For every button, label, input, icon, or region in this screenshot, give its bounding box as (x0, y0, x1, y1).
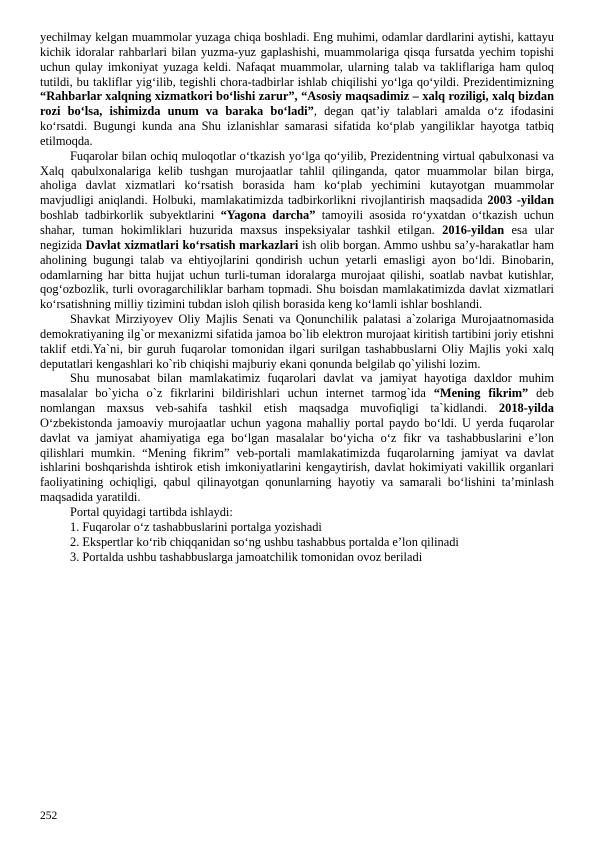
paragraph (40, 312, 554, 371)
text-run: yechilmay kelgan muammolar yuzaga chiqa boshladi. Eng muhimi, odamlar dardlarini aytishi, kattayu kichik idoralar rahbarlari bilan yuzma-yuz gaplashishi, muammolariga qisqa fursatda yechim topishi uchun qulay imkoniyat yuzaga keldi. Nafaqat muammolar, ularning talab va takliflariga ham quloq tutildi, bu takliflar yig‘ilib, tegishli chora-tadbirlar ishlab chiqilishi yo‘lga qo‘yildi. Prezidentimizning (40, 30, 554, 89)
bold-text: 2003 -yildan (487, 193, 554, 208)
text-run: esa ular negizida (40, 222, 554, 252)
text-run: 1. Fuqarolar o‘z tashabbuslarini portalga yozishadi (70, 519, 322, 534)
paragraph (40, 505, 554, 520)
text-run: 2. Ekspertlar ko‘rib chiqqanidan so‘ng ushbu tashabbus portalda e’lon qilinadi (70, 534, 459, 549)
page-number: 252 (40, 810, 58, 822)
text-run: Fuqarolar bilan ochiq muloqotlar o‘tkazish yo‘lga qo‘yilib, Prezidentning virtual qabulxonasi va Xalq qabulxonalariga kelib tushgan murojaatlar tahlil qilinganda, qator muammolar bilan birga, aholiga davlat xizmatlari ko‘rsatish borasida ham ko‘plab yechimini kutayotgan muammolar mavjudligi aniqlandi. Holbuki, mamlakatimizda tadbirkorlikni rivojlantirish maqsadida (40, 148, 554, 208)
text-run: O‘zbekistonda jamoaviy murojaatlar uchun yagona mahalliy portal paydo bo‘ldi. U yerda fuqarolar davlat va jamiyat ahamiyatiga ega bo‘lgan masalalar bo‘yicha o‘z fikr va tashabbuslarini e’lon qilishlari mumkin. “Mening fikrim” veb-portali mamlakatimizda fuqarolarning jamiyat va davlat ishlarini boshqarishda ishtirok etish imkoniyatlarini kengaytirish, davlat hokimiyati vakillik organlari faoliyatining ochiqligi, qabul qilinayotgan qonunlarning hayotiy va samarali bo‘lishini ta’minlash maqsadida yaratildi. (40, 415, 554, 505)
paragraph (40, 30, 554, 149)
paragraph (40, 149, 554, 312)
bold-text: Davlat xizmatlari ko‘rsatish markazlari (85, 237, 299, 252)
text-run: Shu munosabat bilan mamlakatimiz fuqarolari davlat va jamiyat hayotiga daxldor muhim masalalar bo`yicha o`z fikrlarini bildirishlari uchun internet tarmog`ida (40, 371, 554, 401)
text-run: 3. Portalda ushbu tashabbuslarga jamoatchilik tomonidan ovoz beriladi (70, 549, 423, 564)
page-body (40, 30, 554, 564)
text-run: tamoyili asosida ro‘yxatdan o‘tkazish uchun shahar, tuman hokimliklari huzurida maxsus inspeksiyalar tashkil etilgan. (40, 208, 554, 237)
text-run: ish olib borgan. Ammo ushbu sa’y-harakatlar ham aholining bugungi talab va ehtiyojlarini qondirish uchun yetarli emasligi ayon bo‘ldi. Binobarin, odamlarning har bitta hujjat uchun turli-tuman idoralarga murojaat qilishi, soatlab navbat kutishlar, qog‘ozbozlik, turli ovoragarchiliklar barham topmadi. Shu boisdan mamlakatimizda davlat xizmatlari ko‘rsatishning milliy tizimini tubdan isloh qilish borasida keng ko‘lamli ishlar boshlandi. (40, 237, 554, 312)
bold-text: 2016-yildan (442, 222, 505, 237)
bold-text: “Rahbarlar xalqning xizmatkori bo‘lishi zarur”, “Asosiy maqsadimiz – xalq roziligi, xalq bizdan rozi bo‘lsa, ishimizda unum va baraka bo‘ladi” (40, 89, 554, 119)
text-run: Shavkat Mirziyoyev Oliy Majlis Senati va Qonunchilik palatasi a`zolariga Murojaatnomasida demokratiyaning ilg`or mexanizmi sifatida jamoa bo`lib elektron murojaat kiritish tartibini joriy etishni taklif etdi.Ya`ni, bir guruh fuqarolar tomonidan ilgari surilgan tashabbuslarni Oliy Majlis yoki xalq deputatlari kengashlari ko`rib chiqishi majburiy ekani qonunda belgilab qo`yilishi lozim. (40, 312, 554, 371)
paragraph (40, 535, 554, 550)
text-run: boshlab tadbirkorlik subyektlarini (40, 208, 221, 223)
paragraph (40, 371, 554, 505)
text-run: Portal quyidagi tartibda ishlaydi: (70, 505, 233, 519)
text-run: deb nomlangan maxsus veb-sahifa tashkil etish maqsadga muvofiqligi ta`kidlandi. (40, 386, 554, 416)
bold-text: “Yagona darcha” (220, 208, 316, 223)
bold-text: “Mening fikrim” (433, 386, 529, 401)
bold-text: 2018-yilda (498, 401, 554, 416)
paragraph (40, 520, 554, 535)
text-run: , degan qat’iy talablari amalda o‘z ifodasini ko‘rsatdi. Bugungi kunda ana Shu izlanishlar samarasi sifatida ko‘plab yangiliklar hayotga tatbiq etilmoqda. (40, 104, 554, 148)
paragraph (40, 550, 554, 565)
